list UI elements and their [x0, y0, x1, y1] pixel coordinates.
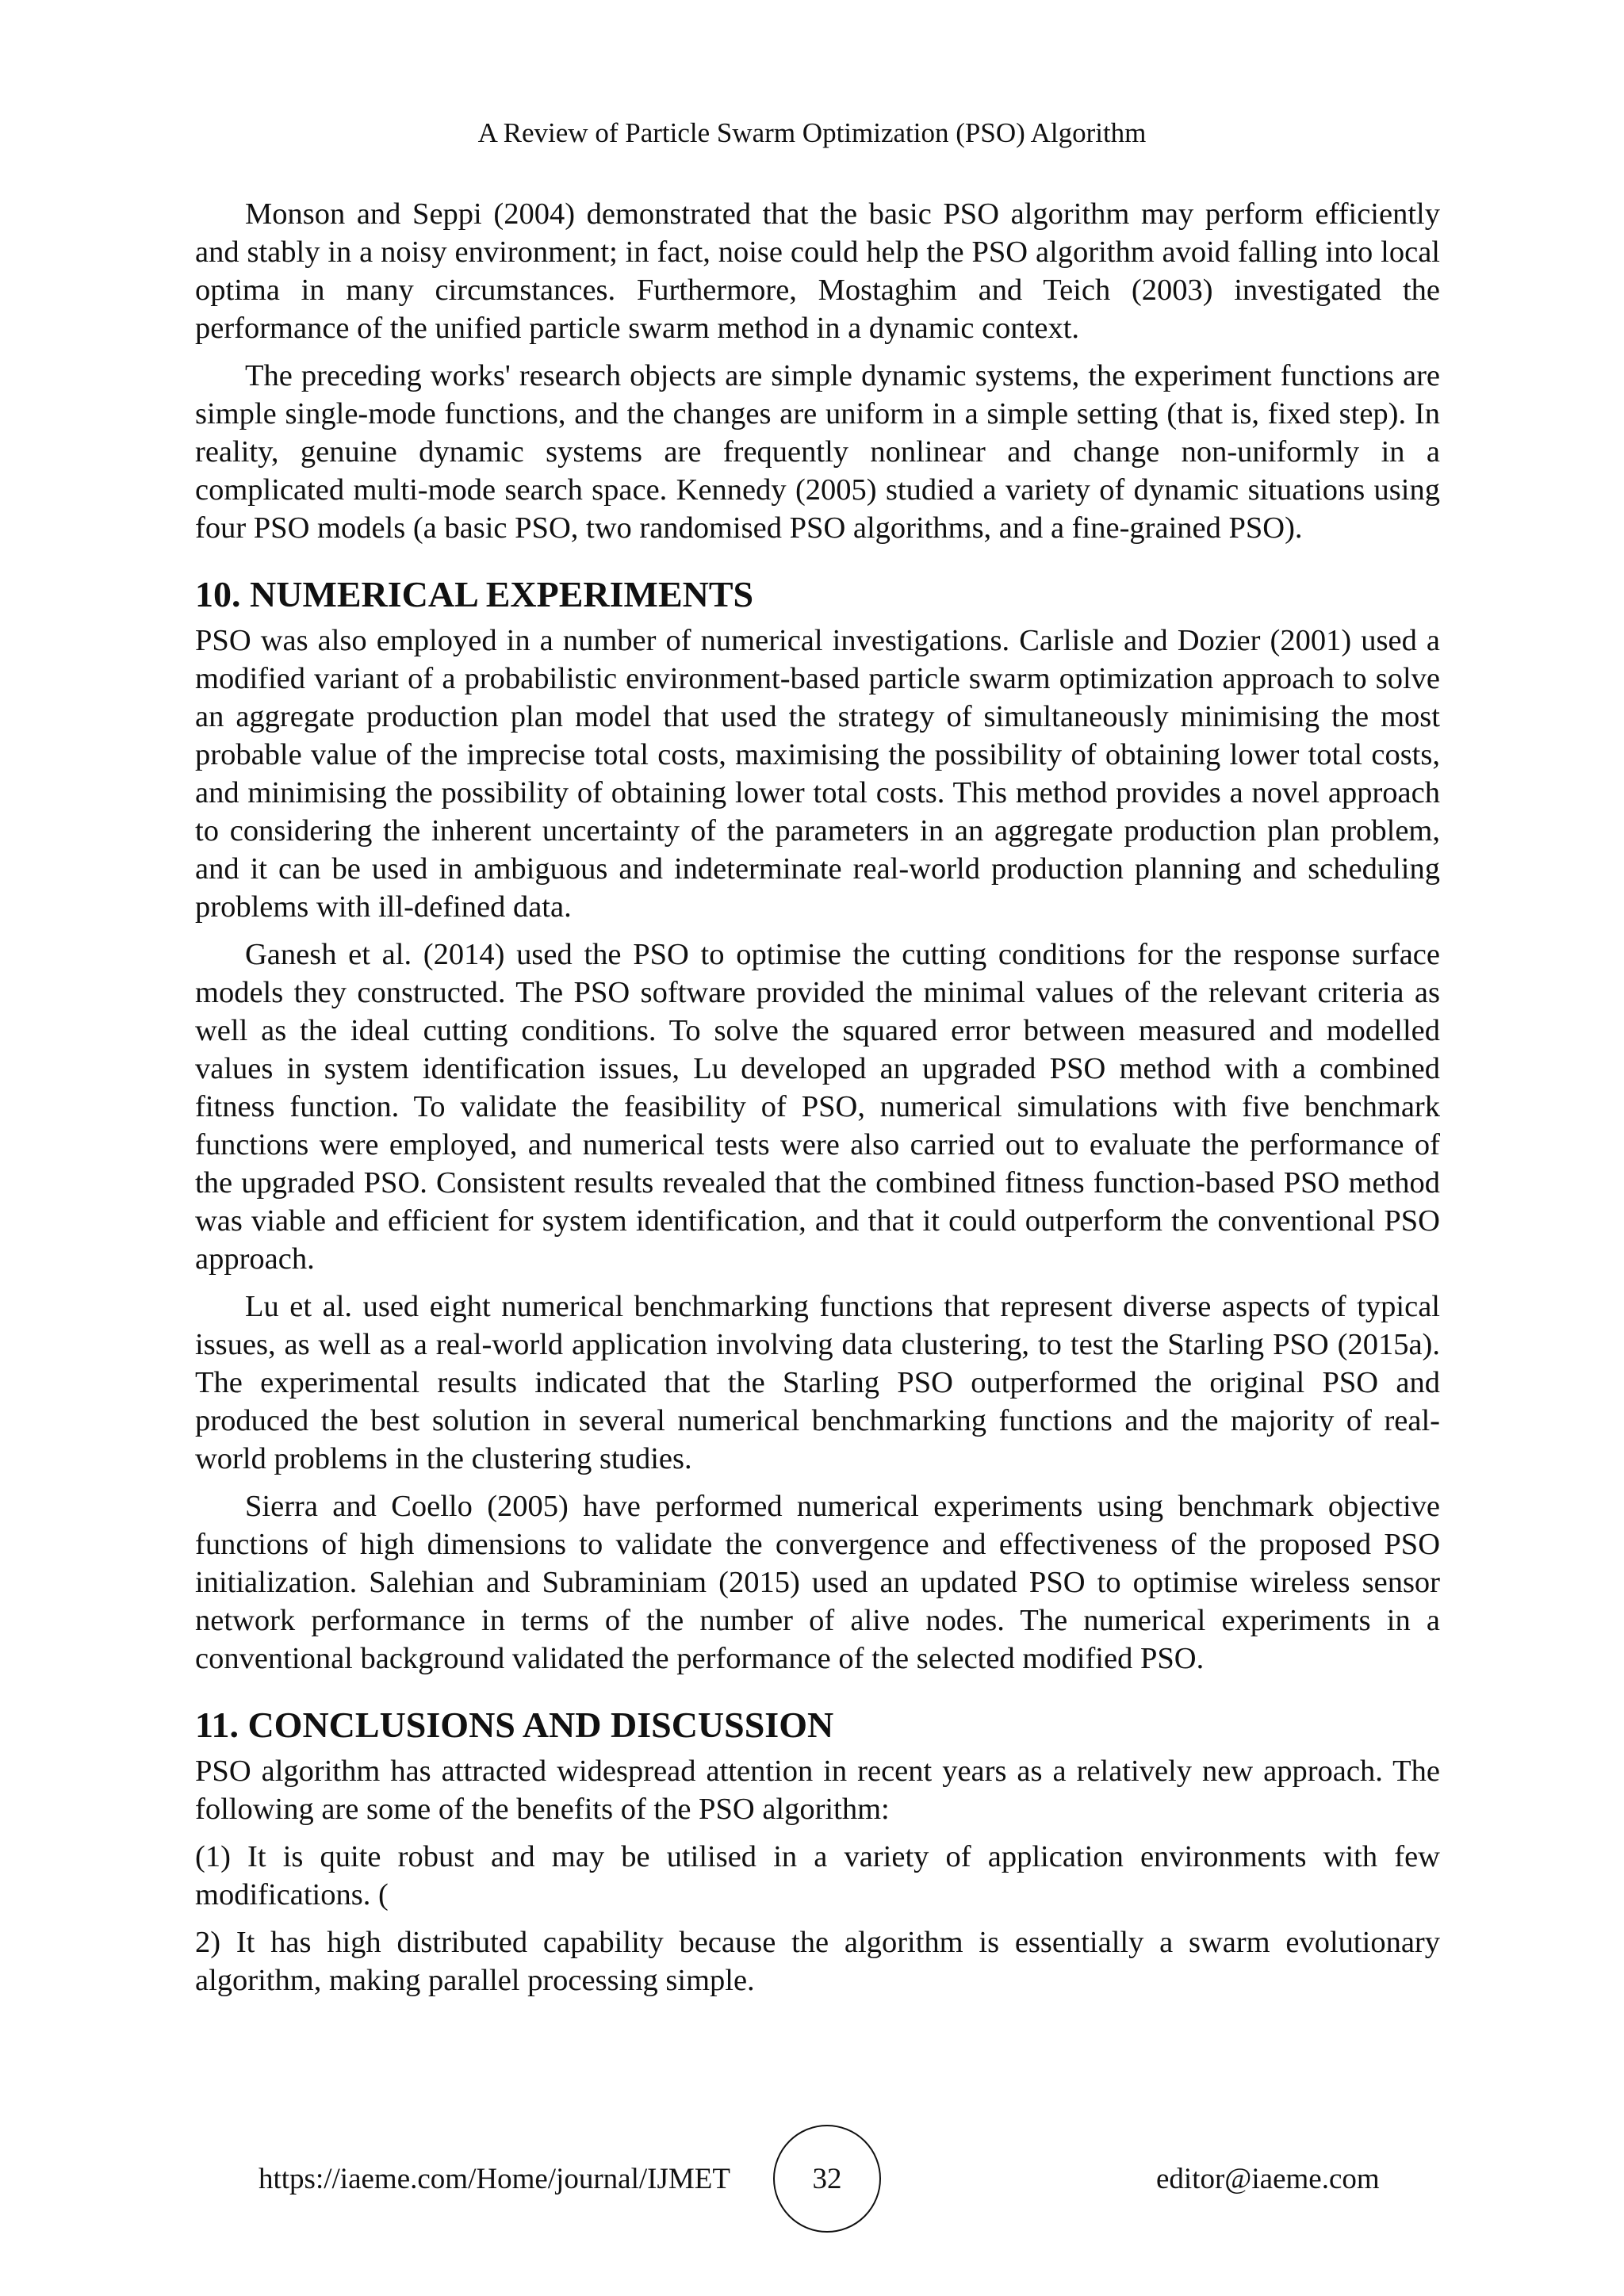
page-footer — [0, 2125, 1624, 2236]
paragraph-starling-pso: Lu et al. used eight numerical benchmarking functions that represent diverse aspects of typical issues, as well as a real-world application involving data clustering, to test the Starling PSO (2015a). The experimental results indicated that the Starling PSO outperformed the original PSO and produced the best solution in several numerical benchmarking functions and the majority of real-world problems in the clustering studies. — [195, 1290, 1440, 1475]
footer-email[interactable]: editor@iaeme.com — [1156, 2163, 1380, 2195]
paragraph-ganesh: Ganesh et al. (2014) used the PSO to optimise the cutting conditions for the response surface models they constructed. The PSO software provided the minimal values of the relevant criteria as well as the ideal cutting conditions. To solve the squared error between measured and modelled values in system identification issues, Lu developed an upgraded PSO method with a combined fitness function. To validate the feasibility of PSO, numerical simulations with five benchmark functions were employed, and numerical tests were also carried out to evaluate the performance of the upgraded PSO. Consistent results revealed that the combined fitness function-based PSO method was viable and efficient for system identification, and that it could outperform the conventional PSO approach. — [195, 938, 1440, 1276]
running-header: A Review of Particle Swarm Optimization (PSO) Algorithm — [477, 117, 1147, 148]
section-heading-conclusions: 11. CONCLUSIONS AND DISCUSSION — [195, 1705, 834, 1745]
paragraph-monson-seppi: Monson and Seppi (2004) demonstrated that the basic PSO algorithm may perform efficiently and stably in a noisy environment; in fact, noise could help the PSO algorithm avoid falling into local optima in many circumstances. Furthermore, Mostaghim and Teich (2003) investigated the performance of the unified particle swarm method in a dynamic context. — [195, 197, 1440, 345]
paragraph-conclusions-intro: PSO algorithm has attracted widespread attention in recent years as a relatively new approach. The following are some of the benefits of the PSO algorithm: — [195, 1755, 1440, 1826]
paragraph-dynamic-systems: The preceding works' research objects are simple dynamic systems, the experiment functions are simple single-mode functions, and the changes are uniform in a simple setting (that is, fixed step). In reality, genuine dynamic systems are frequently nonlinear and change non-uniformly in a complicated multi-mode search space. Kennedy (2005) studied a variety of dynamic situations using four PSO models (a basic PSO, two randomised PSO algorithms, and a fine-grained PSO). — [195, 359, 1440, 545]
page-number: 32 — [812, 2162, 842, 2195]
section-heading-numerical-experiments: 10. NUMERICAL EXPERIMENTS — [195, 574, 754, 614]
list-item-benefit-1: (1) It is quite robust and may be utilised in a variety of application environments with few modifications. ( — [195, 1840, 1440, 1911]
paragraph-carlisle-dozier: PSO was also employed in a number of numerical investigations. Carlisle and Dozier (2001) used a modified variant of a probabilistic environment-based particle swarm optimization approach to solve an aggregate production plan model that used the strategy of simultaneously minimising the most probable value of the imprecise total costs, maximising the possibility of obtaining lower total costs, and minimising the possibility of obtaining lower total costs. This method provides a novel approach to considering the inherent uncertainty of the parameters in an aggregate production plan problem, and it can be used in ambiguous and indeterminate real-world production planning and scheduling problems with ill-defined data. — [195, 624, 1440, 924]
page-number-badge — [773, 2125, 881, 2233]
page-content — [195, 195, 1440, 2009]
list-item-benefit-2: 2) It has high distributed capability because the algorithm is essentially a swarm evolutionary algorithm, making parallel processing simple. — [195, 1926, 1440, 1997]
paragraph-sierra-coello: Sierra and Coello (2005) have performed numerical experiments using benchmark objective functions of high dimensions to validate the convergence and effectiveness of the proposed PSO initialization. Salehian and Subraminiam (2015) used an updated PSO to optimise wireless sensor network performance in terms of the number of alive nodes. The numerical experiments in a conventional background validated the performance of the selected modified PSO. — [195, 1490, 1440, 1675]
footer-journal-url[interactable]: https://iaeme.com/Home/journal/IJMET — [259, 2163, 730, 2195]
